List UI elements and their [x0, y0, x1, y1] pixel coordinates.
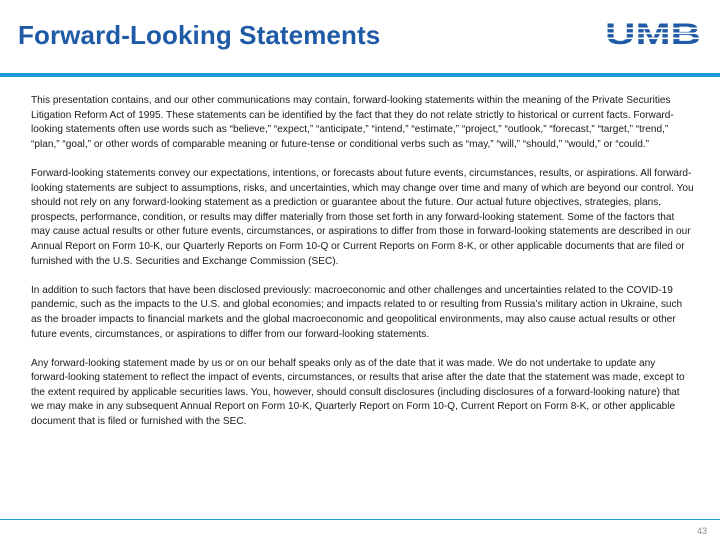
paragraph-safe-harbor: This presentation contains, and our other communications may contain, forward-looking statements within the meaning of the Private Securities Litigation Reform Act of 1995. These statements can be identified by the fact that they do not relate strictly to historical or current facts. Forward-looking statements often use words such as “believe,” “expect,” “anticipate,” “intend,” “estimate,” “project,” “outlook,” “forecast,” “target,” “trend,” “plan,” “goal,” or other words of comparable meaning or future-tense or conditional verbs such as “may,” “will,” “should,” “would,” or “could.” — [31, 95, 674, 150]
disclaimer-body — [31, 94, 695, 444]
paragraph-risk-factors: In addition to such factors that have been disclosed previously: macroeconomic and other challenges and uncertainties related to the COVID-19 pandemic, such as the impacts to the U.S. and global economies; and impacts related to or resulting from Russia’s military action in Ukraine, such as the broader impacts to financial markets and the global macroeconomic and geopolitical environments, may also cause actual results or other future events, circumstances, or aspirations to differ from our forward-looking statements. — [31, 284, 683, 340]
paragraph-no-update: Any forward-looking statement made by us or on our behalf speaks only as of the date that it was made. We do not undertake to update any forward-looking statement to reflect the impact of events, circumstances, or results that arise after the date that the statement was made, except to the extent required by applicable securities laws. You, however, should consult disclosures (including disclosures of a forward-looking nature) that we may make in any subsequent Annual Report on Form 10-K, Quarterly Report on Form 10-Q, Current Report on Form 8-K, or other applicable document that is filed or furnished with the SEC. — [31, 357, 685, 428]
paragraph-expectations: Forward-looking statements convey our expectations, intentions, or forecasts about future events, circumstances, results, or aspirations. All forward-looking statements are subject to assumptions, risks, and uncertainties, which may change over time and many of which are beyond our control. You should not rely on any forward-looking statement as a prediction or guarantee about the future. Our actual future objectives, strategies, plans, prospects, performance, condition, or results may differ materially from those set forth in any forward-looking statement. Some of the factors that may cause actual results or other future events, circumstances, or aspirations to differ from those in forward-looking statements are described in our Annual Report on Form 10-K, our Quarterly Reports on Form 10-Q or Current Reports on Form 8-K, or other applicable documents that are filed or furnished with the U.S. Securities and Exchange Commission (SEC). — [31, 167, 694, 267]
page-number: 43 — [696, 526, 707, 536]
header-divider — [0, 73, 720, 77]
umb-logo — [604, 20, 702, 46]
footer-divider — [0, 519, 720, 520]
page-title: Forward-Looking Statements — [18, 20, 381, 50]
